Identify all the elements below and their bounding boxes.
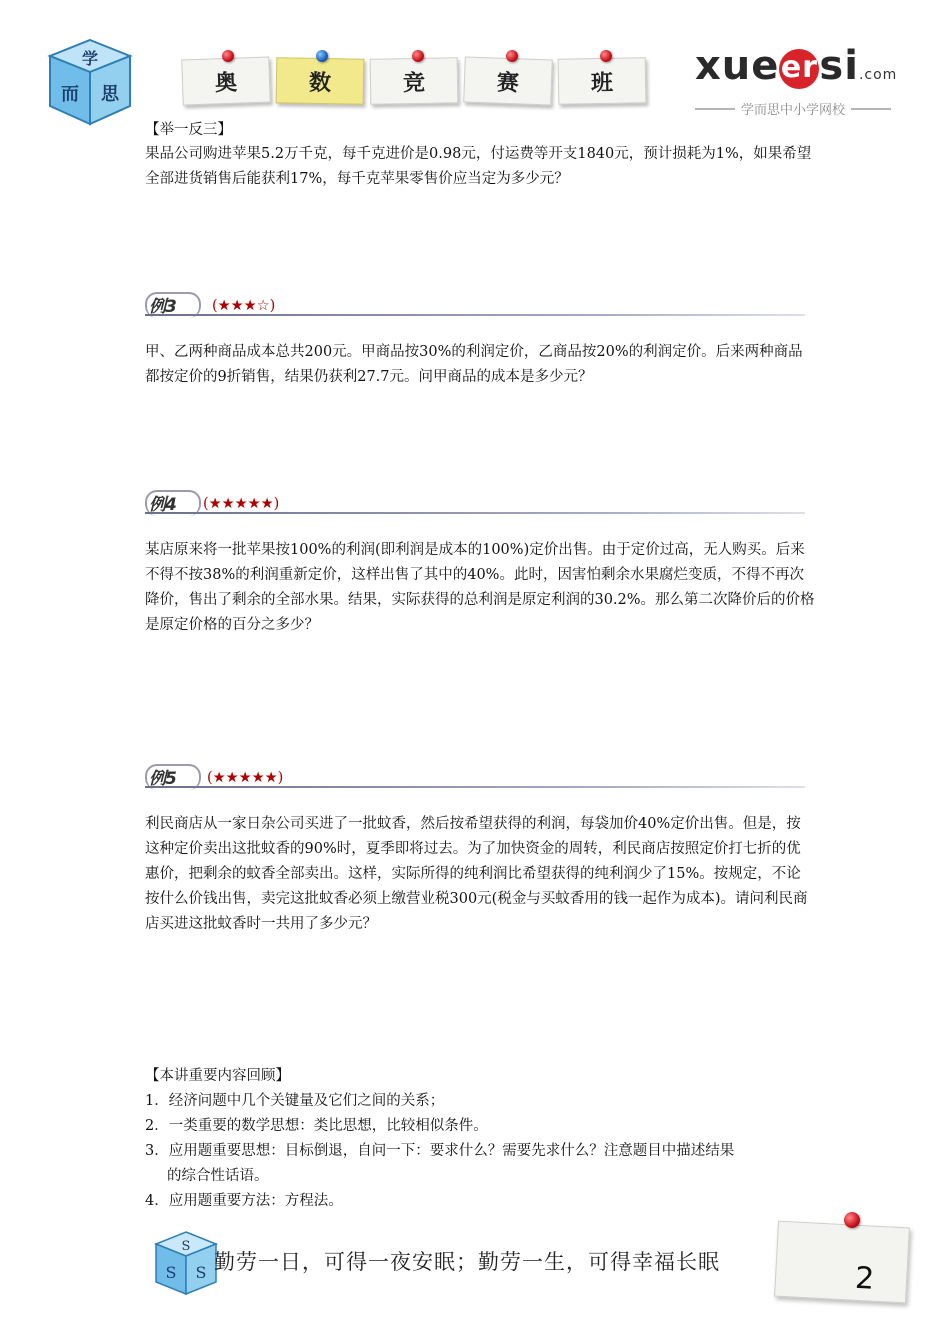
xueersi-cube-logo xyxy=(44,36,136,128)
note-ban-label: 班 xyxy=(590,70,614,96)
red-pin-icon xyxy=(506,50,518,62)
review-item-1: 1．经济问题中几个关键量及它们之间的关系； xyxy=(145,1093,445,1109)
page-number: 2 xyxy=(854,1260,876,1297)
red-pin-icon xyxy=(222,50,234,62)
example-3-difficulty-stars: (★★★☆) xyxy=(212,298,276,314)
red-pin-icon xyxy=(412,50,424,62)
red-pin-icon xyxy=(600,50,612,62)
review-item-4: 4．应用题重要方法：方程法。 xyxy=(145,1193,343,1209)
example-3-badge: 例3 xyxy=(149,297,176,317)
svg-text:S: S xyxy=(195,1263,207,1282)
example-5-badge: 例5 xyxy=(149,769,176,789)
footer-motto: 勤劳一日，可得一夜安眠；勤劳一生，可得幸福长眠 xyxy=(214,1250,720,1274)
example-5-difficulty-stars: (★★★★★) xyxy=(207,770,284,786)
svg-text:S: S xyxy=(165,1263,177,1282)
section-label-jyfs: 【举一反三】 xyxy=(145,122,232,138)
problem-text-1: 果品公司购进苹果5.2万千克，每千克进价是0.98元，付运费等开支1840元，预计损耗为1%，如果希望全部进货销售后能获利17%，每千克苹果零售价应当定为多少元？ xyxy=(145,146,812,187)
review-item-3: 3．应用题重要思想：目标倒退，自问一下：要求什么？需要先求什么？注意题目中描述结果 xyxy=(145,1143,735,1159)
cube-char-si: 思 xyxy=(101,84,119,105)
note-sai xyxy=(463,56,553,105)
example-4-difficulty-stars: (★★★★★) xyxy=(203,496,280,512)
review-section xyxy=(145,1064,825,1214)
review-item-2: 2．一类重要的数学思想：类比思想，比较相似条件。 xyxy=(145,1118,488,1134)
xueersi-brand-logo xyxy=(695,43,915,118)
cube-char-xue: 学 xyxy=(81,49,99,68)
blue-pin-icon xyxy=(316,50,328,62)
example-3-header xyxy=(145,292,805,326)
red-pin-icon xyxy=(844,1212,860,1228)
example-5-header xyxy=(145,764,805,798)
note-jing xyxy=(370,57,459,105)
review-item-3-continued: 的综合性话语。 xyxy=(167,1168,269,1184)
brand-subtitle: 学而思中小学网校 xyxy=(695,99,915,118)
sss-cube-icon xyxy=(152,1230,220,1296)
example-5-text: 利民商店从一家日杂公司买进了一批蚊香，然后按希望获得的利润，每袋加价40%定价出售。但是，按这种定价卖出这批蚊香的90%时，夏季即将过去。为了加快资金的周转，利民商店按照定价打七折的优惠价，把剩余的蚊香全部卖出。这样，实际所得的纯利润比希望获得的纯利润少了15%。按规定，不论按什么价钱出售，卖完这批蚊香必须上缴营业税300元(税金与买蚊香用的钱一起作为成本)。请问利民商店买进这批蚊香时一共用了多少元？ xyxy=(145,816,808,932)
note-ao xyxy=(181,56,271,105)
cube-char-er: 而 xyxy=(61,84,79,105)
page-number-note xyxy=(774,1221,910,1304)
example-4-text: 某店原来将一批苹果按100%的利润(即利润是成本的100%)定价出售。由于定价过高，无人购买。后来不得不按38%的利润重新定价，这样出售了其中的40%。此时，因害怕剩余水果腐烂变质，不得不再次降价，售出了剩余的全部水果。结果，实际获得的总利润是原定利润的30.2%。那么第二次降价后的价格是原定价格的百分之多少？ xyxy=(145,542,815,633)
note-ban xyxy=(558,57,647,105)
example-4-header xyxy=(145,490,805,524)
note-ao-label: 奥 xyxy=(214,70,238,96)
note-shu-label: 数 xyxy=(308,70,332,96)
svg-text:S: S xyxy=(181,1239,191,1254)
brand-wordmark: xueersi.com xyxy=(695,43,898,89)
example-4-badge: 例4 xyxy=(149,495,176,515)
review-label: 【本讲重要内容回顾】 xyxy=(145,1068,290,1084)
note-shu xyxy=(276,57,365,105)
note-sai-label: 赛 xyxy=(496,70,520,96)
example-3-text: 甲、乙两种商品成本总共200元。甲商品按30%的利润定价，乙商品按20%的利润定价。后来两种商品都按定价的9折销售，结果仍获利27.7元。问甲商品的成本是多少元？ xyxy=(145,344,803,385)
note-jing-label: 竞 xyxy=(402,70,426,96)
